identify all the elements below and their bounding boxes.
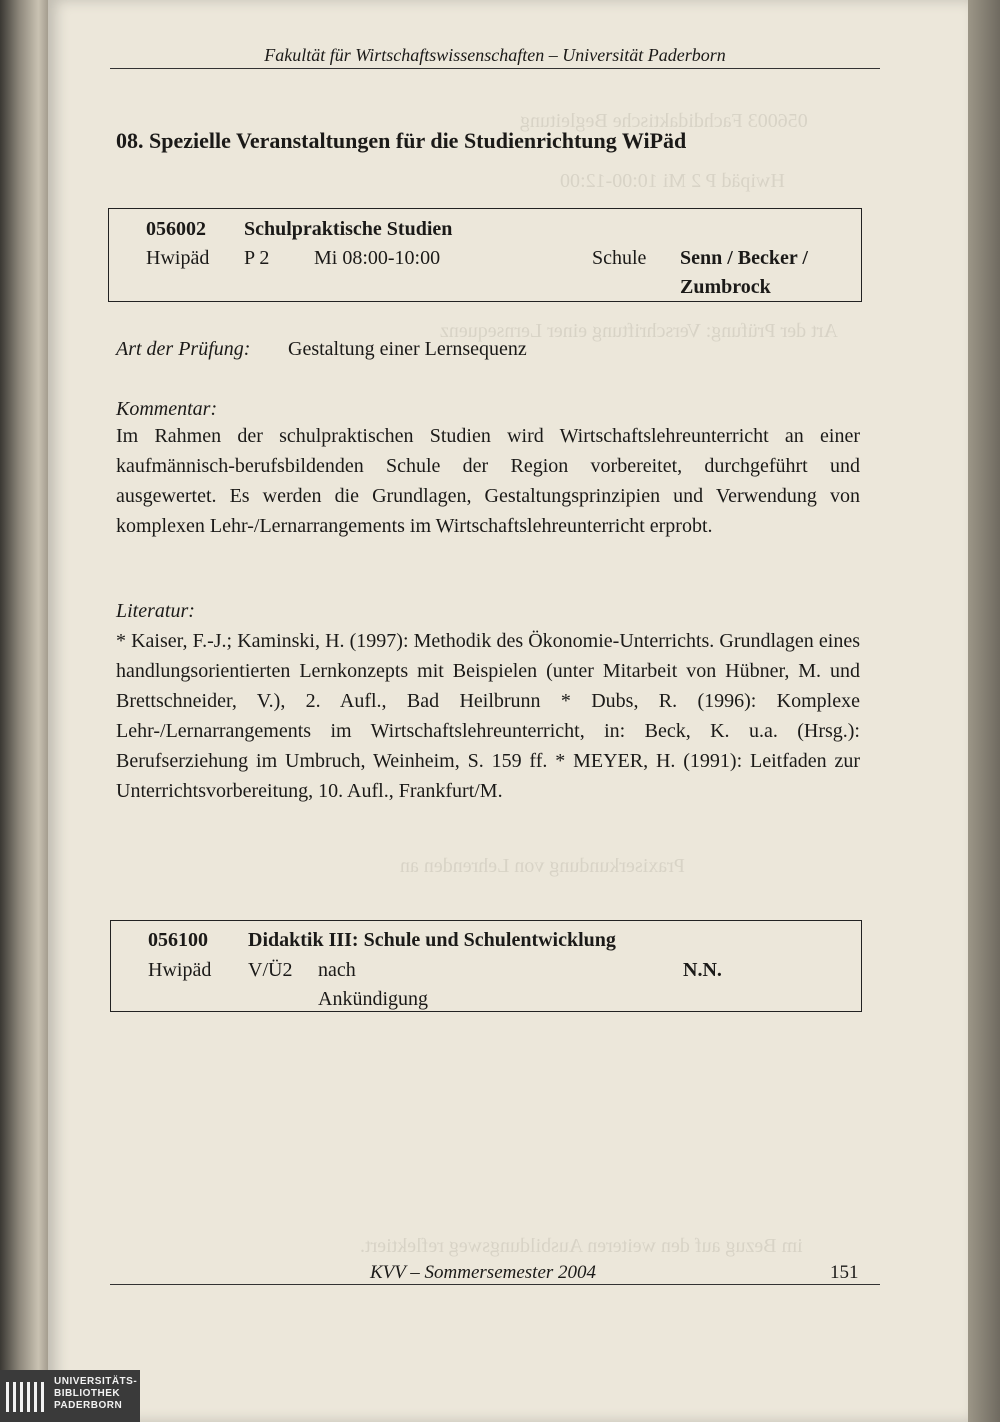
kommentar-heading: Kommentar: xyxy=(116,398,218,420)
header-rule xyxy=(110,68,880,69)
course-number: 056002 xyxy=(146,218,206,240)
exam-label: Art der Prüfung: xyxy=(116,338,251,360)
library-logo-line: PADERBORN xyxy=(54,1400,123,1411)
kommentar-text: Im Rahmen der schulpraktischen Studien wird Wirtschaftslehreunterricht an einer kaufmännisch-berufsbildenden Schule der Region vorbereitet, durchgeführt und ausgewertet. Es werden die Grundlagen, Gestaltungsprinzipien und Verwendung von komplexen Lehr-/Lernarrangements im Wirtschaftslehreunterricht erprobt. xyxy=(116,425,860,537)
library-logo-line: UNIVERSITÄTS- xyxy=(54,1376,138,1387)
course-time: Mi 08:00-10:00 xyxy=(314,247,441,269)
footer-rule xyxy=(110,1284,880,1285)
page-right-edge xyxy=(968,0,1000,1422)
library-logo xyxy=(0,1370,140,1422)
section-title: 08. Spezielle Veranstaltungen für die Studienrichtung WiPäd xyxy=(116,128,687,153)
course-lecturers: N.N. xyxy=(683,959,722,981)
exam-value: Gestaltung einer Lernsequenz xyxy=(288,338,527,360)
course-program: Hwipäd xyxy=(148,959,212,981)
library-bars-icon xyxy=(6,1378,50,1416)
course-time: nach xyxy=(318,959,356,981)
course-room: Schule xyxy=(592,247,647,269)
literatur-heading: Literatur: xyxy=(116,600,195,622)
course-title: Schulpraktische Studien xyxy=(244,218,453,240)
library-logo-line: BIBLIOTHEK xyxy=(54,1388,121,1399)
course-program: Hwipäd xyxy=(146,247,210,269)
library-logo-text xyxy=(54,1376,137,1412)
running-footer: KVV – Sommersemester 2004 xyxy=(370,1262,597,1283)
course-lecturers-line2: Zumbrock xyxy=(680,276,771,298)
page-number: 151 xyxy=(830,1262,859,1283)
literatur-text: * Kaiser, F.-J.; Kaminski, H. (1997): Methodik des Ökonomie-Unterrichts. Grundlagen eines handlungsorientierten Lernkonzepts mit Beispielen (unter Mitarbeit von Hübner, M. und Brettschneider, V.), 2. Aufl., Bad Heilbrunn * Dubs, R. (1996): Komplexe Lehr-/Lernarrangements im Wirtschaftslehreunterricht, in: Beck, K. u.a. (Hrsg.): Berufserziehung im Umbruch, Weinheim, S. 159 ff. * MEYER, H. (1991): Leitfaden zur Unterrichtsvorbereitung, 10. Aufl., Frankfurt/M. xyxy=(116,630,860,802)
book-binding-edge xyxy=(0,0,48,1422)
running-header: Fakultät für Wirtschaftswissenschaften – Universität Paderborn xyxy=(264,45,726,65)
course-time-line2: Ankündigung xyxy=(318,988,428,1010)
course-title: Didaktik III: Schule und Schulentwicklung xyxy=(248,929,616,951)
course-number: 056100 xyxy=(148,929,208,951)
course-type: V/Ü2 xyxy=(248,959,293,981)
course-type: P 2 xyxy=(244,247,270,269)
course-lecturers: Senn / Becker / xyxy=(680,247,808,269)
